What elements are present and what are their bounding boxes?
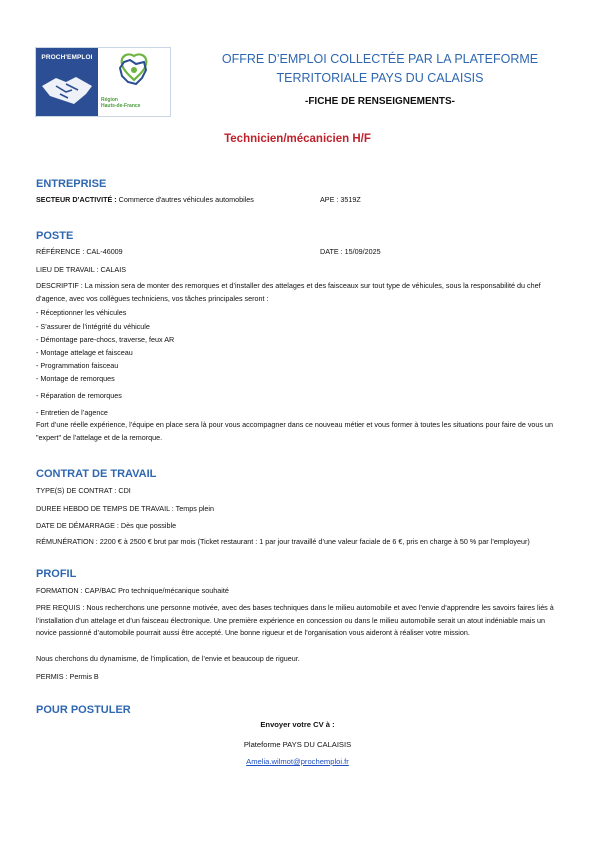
task-item: - Démontage pare-chocs, traverse, feux AR [36,335,175,344]
lieu-travail: LIEU DE TRAVAIL : CALAIS [36,265,127,274]
task-item: - Montage attelage et faisceau [36,348,133,357]
envoyer-cv: Envoyer votre CV à : [260,720,335,729]
pre-requis-2: Nous cherchons du dynamisme, de l’implication, de l’envie et beaucoup de rigueur. [36,654,300,663]
section-profil: PROFIL [36,568,77,580]
task-item: - Programmation faisceau [36,361,119,370]
region-map-heart-icon [98,48,170,98]
reference: RÉFÉRENCE : CAL-46009 [36,247,123,256]
offer-date: DATE : 15/09/2025 [320,247,381,256]
task-item: - Entretien de l’agence [36,408,108,417]
logo-brand-text: PROCH'EMPLOI [41,54,93,61]
logo-brand-panel [36,48,98,116]
descriptif: DESCRIPTIF : La mission sera de monter des remorques et d’installer des attelages et des faisceaux sur tout type de véhicules, sous la responsabilité du chef d’agence, avec vos collègues techniciens, vos tâches principales seront : [36,281,541,303]
email-link[interactable]: Amelia.wilmot@prochemploi.fr [246,757,349,766]
region-label: Région Hauts-de-France [101,97,141,109]
section-entreprise: ENTREPRISE [36,178,107,190]
task-item: - Montage de remorques [36,374,115,383]
header-subtitle: -FICHE DE RENSEIGNEMENTS- [304,96,455,107]
remuneration: RÉMUNÉRATION : 2200 € à 2500 € brut par mois (Ticket restaurant : 1 par jour travaillé d’une valeur faciale de 6 €, pris en charge à 50 % par l’employeur) [36,537,530,546]
task-item: - S’assurer de l’intégrité du véhicule [36,322,150,331]
descriptif-closing: Fort d’une réelle expérience, l’équipe en place sera là pour vous accompagner dans ce nouveau métier et vous former à toutes les situations pour faire de vous un "expert" de l’attelage et de la remorque. [36,420,554,442]
region-logo [98,48,170,116]
header-title-line1: OFFRE D’EMPLOI COLLECTÉE PAR LA PLATEFORME [221,52,539,66]
section-postuler: POUR POSTULER [36,704,131,716]
type-contrat: TYPE(S) DE CONTRAT : CDI [36,486,131,495]
section-poste: POSTE [36,230,74,242]
section-contrat: CONTRAT DE TRAVAIL [36,468,157,480]
ape-code: APE : 3519Z [320,195,361,204]
date-demarrage: DATE DE DÉMARRAGE : Dès que possible [36,521,177,530]
header-title-line2: TERRITORIALE PAYS DU CALAISIS [276,71,484,85]
handshake-icon [36,64,98,116]
permis: PERMIS : Permis B [36,672,99,681]
proch-emploi-logo [35,47,171,117]
duree-hebdo: DUREE HEBDO DE TEMPS DE TRAVAIL : Temps plein [36,504,215,513]
task-item: - Réparation de remorques [36,391,122,400]
header-title [180,50,580,88]
pre-requis: PRE REQUIS : Nous recherchons une personne motivée, avec des bases techniques dans le milieu automobile et avec l’envie d’apprendre les savoirs faires liés à l’installation d’un attelage et d’un faisceau électronique. Une première expérience en concession ou dans le milieu automobile serait un atout indéniable mais un novice passionné d’automobile pourrait aussi être accepté. Une bonne rigueur et de l’organisation vous aideront à réaliser votre mission. [36,603,554,638]
secteur-activite: SECTEUR D’ACTIVITÉ : Commerce d'autres véhicules automobiles [36,195,254,204]
job-title: Technicien/mécanicien H/F [224,133,371,145]
email-container [0,757,595,766]
task-item: - Réceptionner les véhicules [36,308,127,317]
formation: FORMATION : CAP/BAC Pro technique/mécanique souhaité [36,586,229,595]
plateforme-name: Plateforme PAYS DU CALAISIS [243,740,352,749]
